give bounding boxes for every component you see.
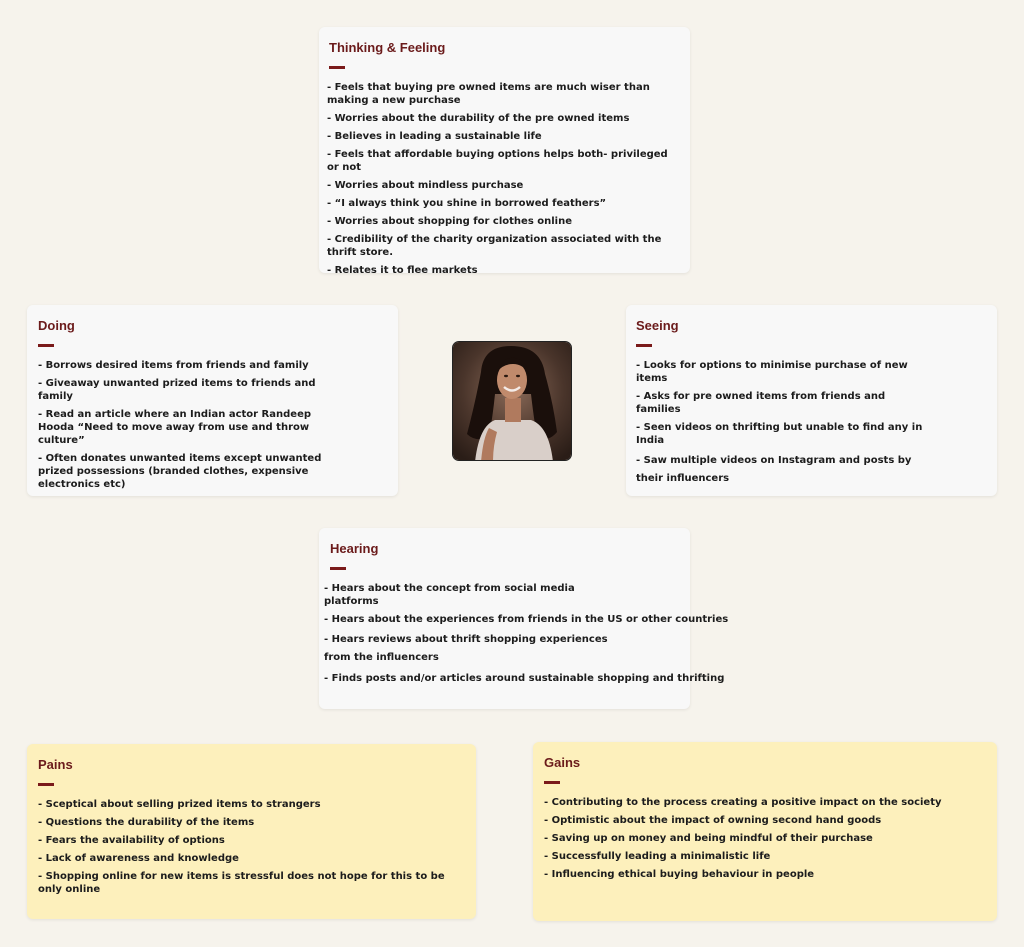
title-underline	[330, 567, 346, 570]
list-item: - Feels that buying pre owned items are much wiser than making a new purchase	[327, 82, 650, 106]
list-item: - Shopping online for new items is stressful does not hope for this to be only online	[38, 871, 445, 895]
list-item: - Hears about the concept from social media platforms	[324, 583, 575, 607]
list-item: - Believes in leading a sustainable life	[327, 131, 542, 142]
pains-title: Pains	[38, 757, 73, 772]
hearing-list	[324, 582, 729, 685]
list-item: - Credibility of the charity organization associated with the thrift store.	[327, 234, 662, 258]
list-item: - Often donates unwanted items except unwanted prized possessions (branded clothes, expensive electronics etc)	[38, 453, 322, 490]
list-item: - Looks for options to minimise purchase of new items	[636, 360, 908, 384]
list-item: - Hears reviews about thrift shopping experiences from the influencers	[324, 634, 608, 663]
hearing-card	[319, 528, 729, 709]
thinking-feeling-list	[327, 81, 678, 277]
list-item: - Asks for pre owned items from friends and families	[636, 391, 886, 415]
list-item: - Worries about mindless purchase	[327, 180, 524, 191]
list-item: - Contributing to the process creating a positive impact on the society	[544, 797, 942, 808]
pains-card	[27, 744, 476, 919]
gains-title: Gains	[544, 755, 581, 770]
thinking-feeling-card	[319, 27, 690, 276]
title-underline	[636, 344, 652, 347]
list-item: - Questions the durability of the items	[38, 817, 255, 828]
list-item: - “I always think you shine in borrowed feathers”	[327, 198, 607, 209]
thinking-feeling-title: Thinking & Feeling	[329, 40, 446, 55]
list-item: - Fears the availability of options	[38, 835, 225, 846]
list-item: - Giveaway unwanted prized items to friends and family	[38, 378, 316, 402]
list-item: - Lack of awareness and knowledge	[38, 853, 239, 864]
gains-card	[533, 742, 997, 921]
list-item: - Read an article where an Indian actor Randeep Hooda “Need to move away from use and throw culture”	[38, 409, 312, 446]
list-item: - Relates it to flee markets	[327, 265, 478, 276]
list-item: - Worries about the durability of the pre owned items	[327, 113, 630, 124]
doing-list	[38, 359, 348, 491]
title-underline	[329, 66, 345, 69]
list-item: - Sceptical about selling prized items to strangers	[38, 799, 321, 810]
title-underline	[38, 783, 54, 786]
persona-portrait-image	[453, 342, 572, 461]
hearing-title: Hearing	[330, 541, 379, 556]
pains-list	[38, 798, 464, 896]
seeing-list	[636, 359, 926, 488]
seeing-title: Seeing	[636, 318, 679, 333]
list-item: - Borrows desired items from friends and family	[38, 360, 309, 371]
gains-list	[544, 796, 985, 881]
title-underline	[38, 344, 54, 347]
list-item: - Saving up on money and being mindful of their purchase	[544, 833, 873, 844]
persona-photo	[452, 341, 572, 461]
list-item: - Influencing ethical buying behaviour in people	[544, 869, 815, 880]
list-item: - Finds posts and/or articles around sustainable shopping and thrifting	[324, 673, 725, 684]
doing-card	[27, 305, 398, 496]
list-item: - Successfully leading a minimalistic life	[544, 851, 771, 862]
list-item: - Seen videos on thrifting but unable to find any in India	[636, 422, 923, 446]
list-item: - Optimistic about the impact of owning second hand goods	[544, 815, 882, 826]
title-underline	[544, 781, 560, 784]
list-item: - Feels that affordable buying options helps both- privileged or not	[327, 149, 668, 173]
seeing-card	[626, 305, 997, 496]
doing-title: Doing	[38, 318, 75, 333]
list-item: - Hears about the experiences from friends in the US or other countries	[324, 614, 729, 625]
list-item: - Saw multiple videos on Instagram and posts by their influencers	[636, 455, 912, 484]
list-item: - Worries about shopping for clothes online	[327, 216, 573, 227]
